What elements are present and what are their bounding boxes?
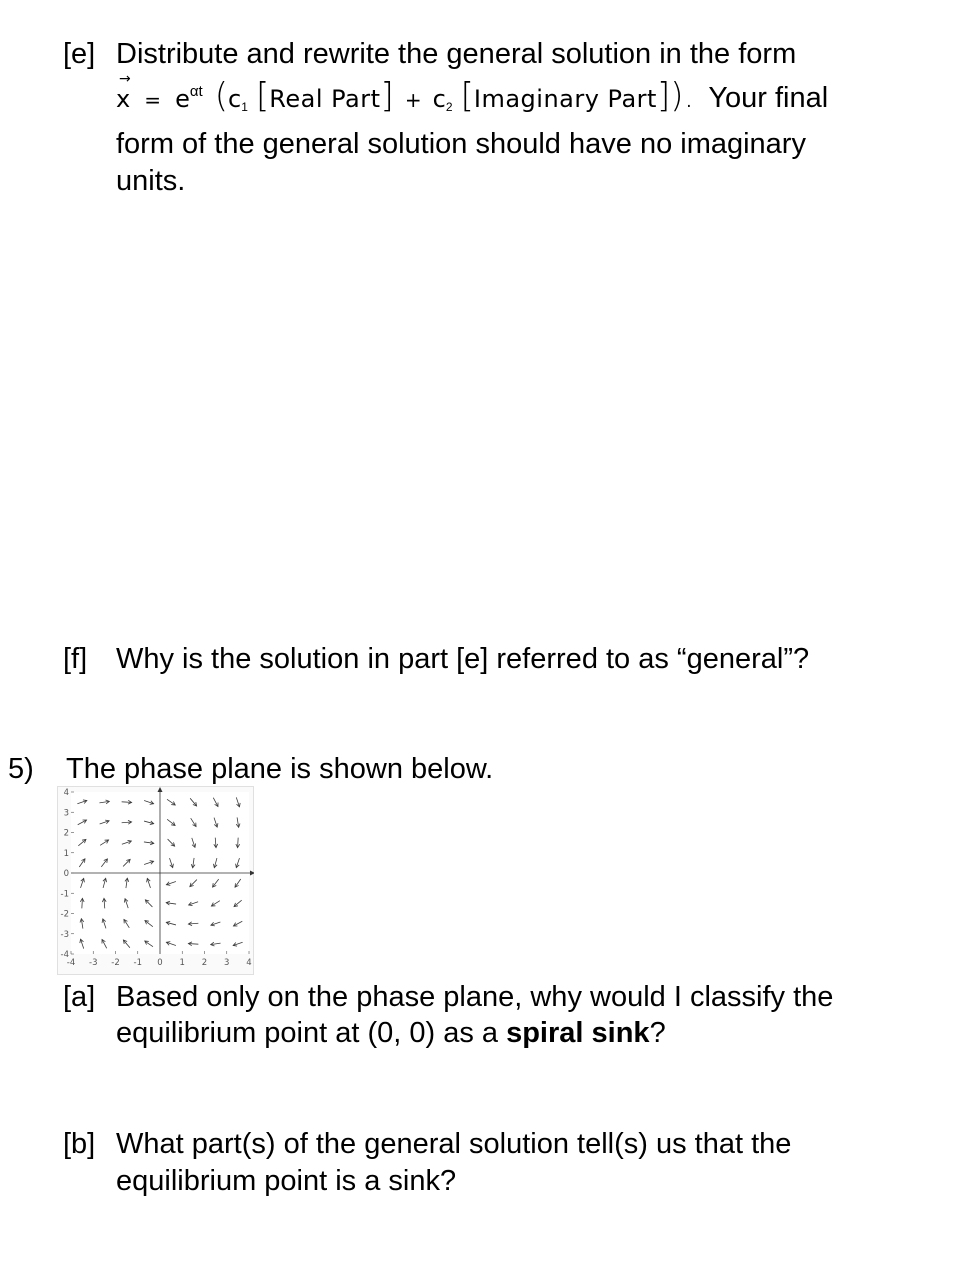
part-b-line2: equilibrium point is a sink? (116, 1165, 457, 1197)
open-paren: ( (214, 76, 229, 116)
y-tick-label: -1 (60, 889, 69, 900)
close-bracket-paren: ]). (656, 76, 695, 116)
open-bracket-imag: [ (460, 76, 474, 116)
x-tick-label: -3 (89, 958, 98, 968)
real-part-text: Real Part (269, 85, 381, 113)
part-e-line3: form of the general solution should have no imaginary (116, 128, 806, 160)
vector-x: → x (116, 85, 130, 113)
x-tick-label: 4 (246, 958, 252, 968)
x-tick-label: -2 (111, 958, 120, 968)
general-solution-formula (116, 76, 828, 116)
phase-plane-plot (57, 786, 254, 975)
part-a-label: [a] (63, 981, 96, 1013)
part-b-line1: What part(s) of the general solution tell(s) us that the (116, 1128, 792, 1160)
plus-sign: + (404, 88, 422, 112)
c2-subscript: 2 (445, 100, 453, 114)
equals-sign: = (144, 88, 162, 112)
part-e-line4: units. (116, 165, 186, 197)
imaginary-part-text: Imaginary Part (473, 85, 657, 113)
y-tick-label: 2 (63, 828, 69, 839)
c1-subscript: 1 (241, 100, 248, 114)
part-a-line2 (116, 1015, 666, 1051)
open-bracket-real: [ (255, 76, 270, 116)
part-a-line2-pre: equilibrium point at (0, 0) as a (116, 1017, 507, 1049)
question-5-number: 5) (8, 753, 34, 785)
y-tick-label: 1 (63, 848, 69, 859)
part-a-line2-post: ? (649, 1017, 666, 1049)
part-f-label: [f] (63, 643, 88, 675)
y-tick-label: 4 (63, 788, 69, 798)
y-tick-label: 3 (63, 808, 69, 819)
part-b-label: [b] (63, 1128, 96, 1160)
exponent: αt (189, 83, 203, 100)
x-tick-label: 3 (224, 958, 230, 968)
part-f-text: Why is the solution in part [e] referred to as “general”? (116, 643, 810, 675)
x-tick-label: 2 (201, 958, 208, 968)
c1: c (228, 85, 242, 113)
c2: c (432, 85, 446, 113)
formula-tail: Your final (708, 82, 829, 114)
part-e-label: [e] (63, 38, 96, 70)
x-tick-label: -4 (66, 958, 76, 968)
y-tick-label: 0 (63, 869, 69, 879)
x-tick-label: 1 (179, 958, 185, 968)
y-tick-label: -2 (60, 909, 69, 920)
y-tick-label: -3 (60, 929, 69, 940)
x-tick-label: 0 (157, 958, 163, 968)
question-5-text: The phase plane is shown below. (66, 753, 494, 785)
close-bracket-real: ] (380, 76, 394, 116)
part-e-line1: Distribute and rewrite the general solution in the form (116, 38, 797, 70)
exp-e: e (175, 85, 190, 113)
part-a-line1: Based only on the phase plane, why would I classify the (116, 981, 834, 1013)
spiral-sink-bold: spiral sink (506, 1017, 650, 1049)
x-tick-label: -1 (133, 958, 142, 968)
y-tick-label: -4 (60, 950, 69, 960)
